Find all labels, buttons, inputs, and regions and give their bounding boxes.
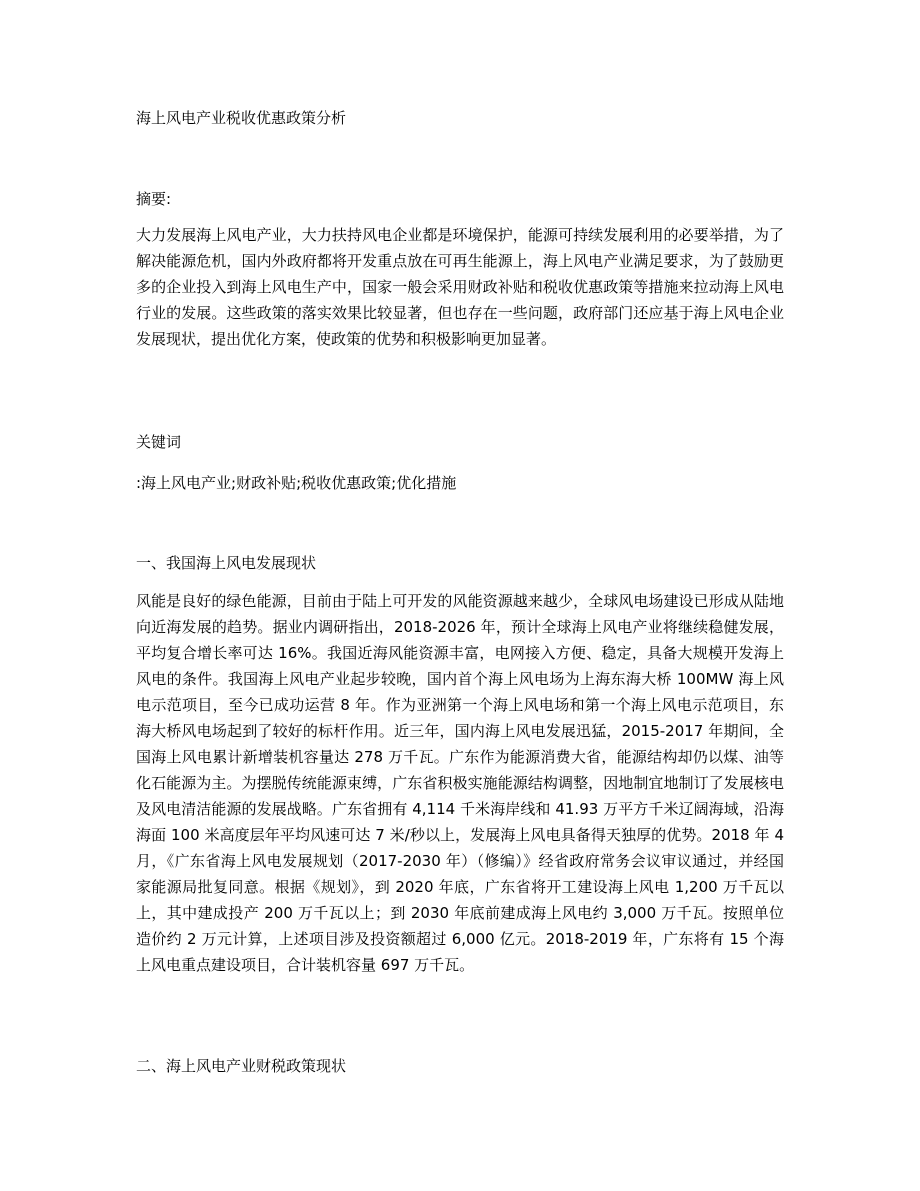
section-1-heading: 一、我国海上风电发展现状: [136, 554, 317, 572]
keywords-label: 关键词: [136, 433, 182, 451]
section-2-heading: 二、海上风电产业财税政策现状: [136, 1057, 347, 1075]
document-title: 海上风电产业税收优惠政策分析: [136, 109, 347, 127]
abstract-text: 大力发展海上风电产业，大力扶持风电企业都是环境保护，能源可持续发展利用的必要举措，为了解决能源危机，国内外政府都将开发重点放在可再生能源上，海上风电产业满足要求，为了鼓励更多的企业投入到海上风电生产中，国家一般会采用财政补贴和税收优惠政策等措施来拉动海上风电行业的发展。这些政策的落实效果比较显著，但也存在一些问题，政府部门还应基于海上风电企业发展现状，提出优化方案，使政策的优势和积极影响更加显著。: [136, 226, 784, 348]
keywords-text: :海上风电产业;财政补贴;税收优惠政策;优化措施: [136, 474, 457, 492]
section-1-text: 风能是良好的绿色能源，目前由于陆上可开发的风能资源越来越少，全球风电场建设已形成从陆地向近海发展的趋势。据业内调研指出，2018-2026 年，预计全球海上风电产业将继续稳健发展，平均复合增长率可达 16%。我国近海风能资源丰富，电网接入方便、稳定，具备大规模开发海上风电的条件。我国海上风电产业起步较晚，国内首个海上风电场为上海东海大桥 100MW 海上风电示范项目，至今已成功运营 8 年。作为亚洲第一个海上风电场和第一个海上风电示范项目，东海大桥风电场起到了较好的标杆作用。近三年，国内海上风电发展迅猛，2015-2017 年期间，全国海上风电累计新增装机容量达 278 万千瓦。广东作为能源消费大省，能源结构却仍以煤、油等化石能源为主。为摆脱传统能源束缚，广东省积极实施能源结构调整，因地制宜地制订了发展核电及风电清洁能源的发展战略。广东省拥有 4,114 千米海岸线和 41.93 万平方千米辽阔海域，沿海海面 100 米高度层年平均风速可达 7 米/秒以上，发展海上风电具备得天独厚的优势。2018 年 4 月，《广东省海上风电发展规划（2017-2030 年）（修编）》经省政府常务会议审议通过，并经国家能源局批复同意。根据《规划》，到 2020 年底，广东省将开工建设海上风电 1,200 万千瓦以上，其中建成投产 200 万千瓦以上；到 2030 年底前建成海上风电约 3,000 万千瓦。按照单位造价约 2 万元计算，上述项目涉及投资额超过 6,000 亿元。2018-2019 年，广东将有 15 个海上风电重点建设项目，合计装机容量 697 万千瓦。: [136, 592, 784, 974]
abstract-label: 摘要:: [136, 190, 172, 208]
